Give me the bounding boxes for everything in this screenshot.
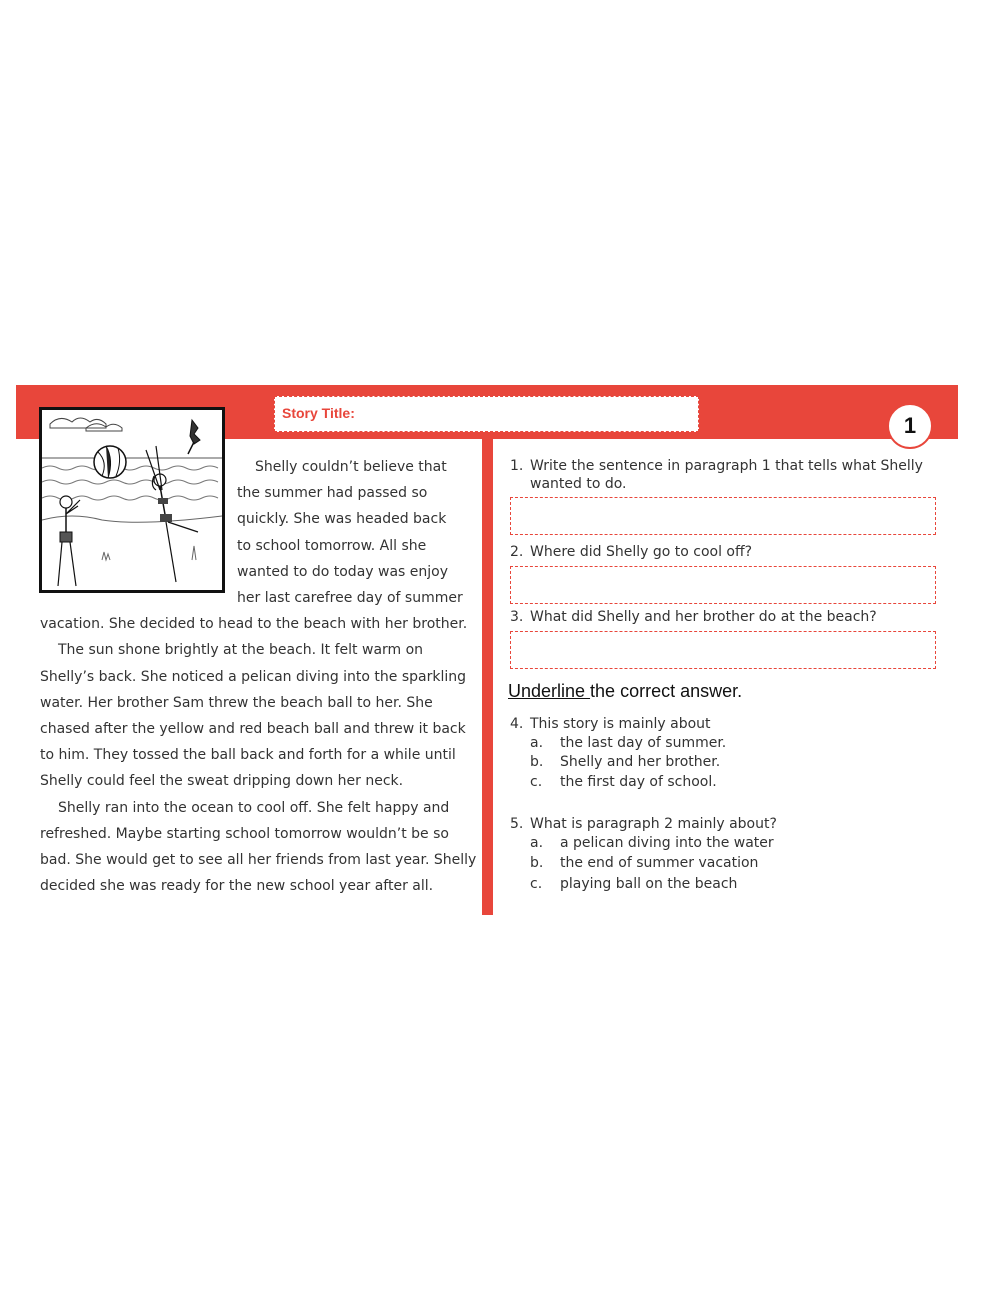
option-text: playing ball on the beach bbox=[560, 876, 738, 892]
story-text bbox=[40, 454, 477, 899]
question-text: Write the sentence in paragraph 1 that tells what Shelly bbox=[530, 458, 923, 474]
page-number-badge: 1 bbox=[887, 403, 933, 449]
option-text: a pelican diving into the water bbox=[560, 835, 774, 851]
q4-option-c[interactable] bbox=[530, 774, 717, 790]
question-number: 5. bbox=[510, 816, 524, 832]
question-1 bbox=[510, 457, 950, 493]
question-number: 1. bbox=[510, 458, 524, 474]
q5-option-c[interactable] bbox=[530, 876, 737, 892]
option-letter: a. bbox=[530, 735, 544, 751]
option-letter: a. bbox=[530, 835, 544, 851]
question-2 bbox=[510, 543, 950, 561]
option-letter: b. bbox=[530, 855, 544, 871]
option-letter: c. bbox=[530, 876, 543, 892]
question-number: 3. bbox=[510, 609, 524, 625]
question-text: This story is mainly about bbox=[530, 716, 711, 732]
story-line: to school tomorrow. All she bbox=[237, 537, 427, 554]
q5-option-a[interactable] bbox=[530, 835, 774, 851]
column-divider bbox=[482, 439, 493, 915]
story-line: The sun shone brightly at the beach. It felt warm on bbox=[58, 642, 424, 659]
q4-option-a[interactable] bbox=[530, 735, 726, 751]
question-3 bbox=[510, 608, 950, 626]
option-letter: c. bbox=[530, 774, 543, 790]
story-line: Shelly couldn’t believe that bbox=[255, 459, 447, 475]
story-line: Shelly’s back. She noticed a pelican diving into the sparkling bbox=[40, 668, 467, 685]
story-title-label: Story Title: bbox=[282, 405, 355, 421]
question-5 bbox=[510, 815, 950, 833]
q5-option-b[interactable] bbox=[530, 855, 758, 871]
story-line: decided she was ready for the new school year after all. bbox=[40, 878, 434, 895]
story-line: water. Her brother Sam threw the beach ball to her. She bbox=[40, 694, 433, 711]
question-text: Where did Shelly go to cool off? bbox=[530, 544, 753, 560]
story-line: bad. She would get to see all her friends from last year. Shelly bbox=[40, 852, 477, 869]
story-line: to him. They tossed the ball back and forth for a while until bbox=[40, 747, 456, 764]
option-text: the first day of school. bbox=[560, 774, 717, 790]
q4-option-b[interactable] bbox=[530, 754, 720, 770]
story-line: vacation. She decided to head to the beach with her brother. bbox=[40, 616, 468, 633]
story-line: Shelly ran into the ocean to cool off. She felt happy and bbox=[58, 799, 450, 816]
option-text: Shelly and her brother. bbox=[560, 754, 721, 770]
answer-box-1[interactable] bbox=[510, 497, 936, 535]
story-line: chased after the yellow and red beach ball and threw it back bbox=[40, 721, 466, 738]
question-text: What did Shelly and her brother do at the beach? bbox=[530, 609, 877, 625]
story-title-field[interactable] bbox=[274, 396, 699, 432]
instruction-heading bbox=[508, 681, 742, 702]
story-line: quickly. She was headed back bbox=[237, 511, 447, 528]
story-line: her last carefree day of summer bbox=[237, 590, 463, 607]
instruction-underlined-word: Underline bbox=[508, 681, 591, 701]
story-line: wanted to do today was enjoy bbox=[237, 563, 449, 580]
option-letter: b. bbox=[530, 754, 544, 770]
story-line: the summer had passed so bbox=[237, 485, 428, 502]
question-text-continued: wanted to do. bbox=[530, 476, 627, 492]
story-line: refreshed. Maybe starting school tomorrow wouldn’t be so bbox=[40, 825, 449, 842]
question-number: 4. bbox=[510, 716, 524, 732]
story-line: Shelly could feel the sweat dripping down her neck. bbox=[40, 773, 404, 790]
answer-box-3[interactable] bbox=[510, 631, 936, 669]
answer-box-2[interactable] bbox=[510, 566, 936, 604]
question-text: What is paragraph 2 mainly about? bbox=[530, 816, 777, 832]
question-number: 2. bbox=[510, 544, 524, 560]
question-4 bbox=[510, 715, 950, 733]
instruction-text: the correct answer. bbox=[590, 681, 743, 701]
option-text: the last day of summer. bbox=[560, 735, 727, 751]
option-text: the end of summer vacation bbox=[560, 855, 759, 871]
